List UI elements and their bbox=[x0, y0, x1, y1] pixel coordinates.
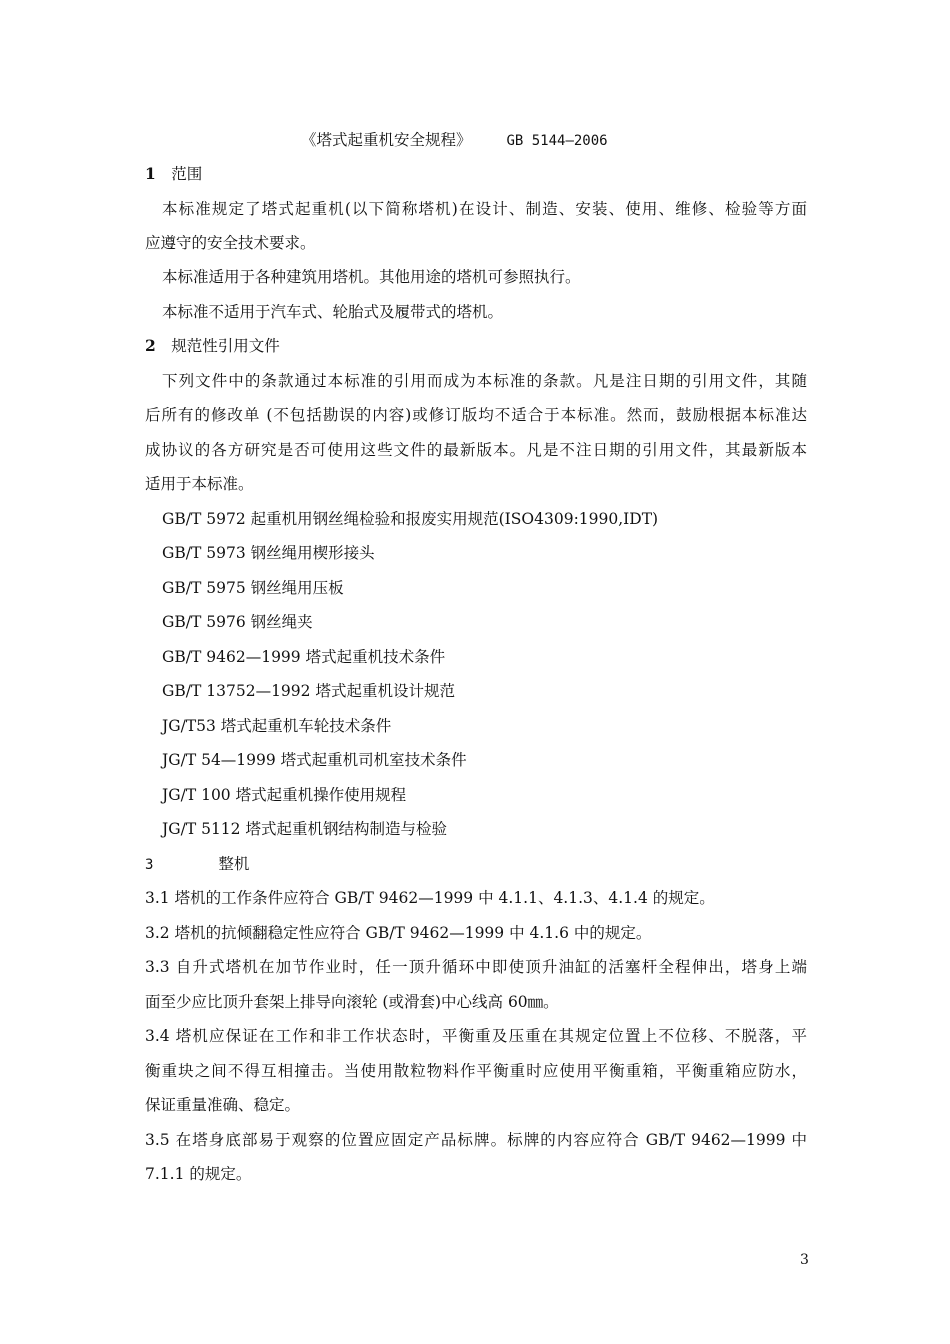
clause-3-3: 3.3 自升式塔机在加节作业时，任一顶升循环中即使顶升油缸的活塞杆全程伸出，塔身上端 bbox=[145, 958, 807, 976]
section-title: 整机 bbox=[218, 855, 250, 873]
section-1-heading bbox=[145, 164, 202, 184]
section-2-heading bbox=[145, 336, 280, 356]
standard-code: GB 5144—2006 bbox=[506, 133, 608, 149]
section-3-heading bbox=[145, 854, 249, 875]
reference-item: GB/T 5976 钢丝绳夹 bbox=[162, 613, 313, 631]
reference-item: GB/T 5975 钢丝绳用压板 bbox=[162, 579, 344, 597]
reference-item: GB/T 5973 钢丝绳用楔形接头 bbox=[162, 544, 375, 562]
clause-3-4-cont: 衡重块之间不得互相撞击。当使用散粒物料作平衡重时应使用平衡重箱，平衡重箱应防水， bbox=[145, 1062, 807, 1080]
paragraph-line: 本标准规定了塔式起重机(以下简称塔机)在设计、制造、安装、使用、维修、检验等方面 bbox=[162, 200, 807, 218]
clause-3-4: 3.4 塔机应保证在工作和非工作状态时，平衡重及压重在其规定位置上不位移、不脱落，平 bbox=[145, 1027, 807, 1045]
reference-item: JG/T 100 塔式起重机操作使用规程 bbox=[162, 786, 407, 804]
reference-item: GB/T 13752—1992 塔式起重机设计规范 bbox=[162, 682, 455, 700]
reference-item: JG/T53 塔式起重机车轮技术条件 bbox=[162, 717, 392, 735]
section-number: 3 bbox=[145, 857, 154, 873]
title-text: 《塔式起重机安全规程》 bbox=[301, 131, 472, 149]
page-number: 3 bbox=[800, 1252, 809, 1268]
paragraph-line: 后所有的修改单 (不包括勘误的内容)或修订版均不适合于本标准。然而，鼓励根据本标准达 bbox=[145, 406, 807, 424]
section-number: 1 bbox=[145, 164, 156, 183]
clause-3-1: 3.1 塔机的工作条件应符合 GB/T 9462—1999 中 4.1.1、4.1.3、4.1.4 的规定。 bbox=[145, 889, 715, 907]
clause-3-5-cont: 7.1.1 的规定。 bbox=[145, 1165, 252, 1183]
section-number: 2 bbox=[145, 336, 156, 355]
reference-item: JG/T 5112 塔式起重机钢结构制造与检验 bbox=[162, 820, 447, 838]
clause-3-3-cont: 面至少应比顶升套架上排导向滚轮 (或滑套)中心线高 60㎜。 bbox=[145, 993, 559, 1011]
clause-3-5: 3.5 在塔身底部易于观察的位置应固定产品标牌。标牌的内容应符合 GB/T 9462—1999 中 bbox=[145, 1131, 807, 1149]
reference-item: GB/T 5972 起重机用钢丝绳检验和报废实用规范(ISO4309:1990,IDT) bbox=[162, 510, 659, 528]
reference-item: GB/T 9462—1999 塔式起重机技术条件 bbox=[162, 648, 446, 666]
clause-3-2: 3.2 塔机的抗倾翻稳定性应符合 GB/T 9462—1999 中 4.1.6 中的规定。 bbox=[145, 924, 652, 942]
section-title: 规范性引用文件 bbox=[171, 337, 280, 355]
paragraph-line: 本标准不适用于汽车式、轮胎式及履带式的塔机。 bbox=[162, 303, 504, 321]
paragraph-line: 本标准适用于各种建筑用塔机。其他用途的塔机可参照执行。 bbox=[162, 268, 581, 286]
reference-item: JG/T 54—1999 塔式起重机司机室技术条件 bbox=[162, 751, 467, 769]
document-title bbox=[301, 130, 608, 151]
clause-3-4-cont: 保证重量准确、稳定。 bbox=[145, 1096, 301, 1114]
paragraph-line: 适用于本标准。 bbox=[145, 475, 254, 493]
paragraph-line: 应遵守的安全技术要求。 bbox=[145, 234, 316, 252]
section-title: 范围 bbox=[171, 165, 203, 183]
paragraph-line: 下列文件中的条款通过本标准的引用而成为本标准的条款。凡是注日期的引用文件，其随 bbox=[162, 372, 807, 390]
paragraph-line: 成协议的各方研究是否可使用这些文件的最新版本。凡是不注日期的引用文件，其最新版本 bbox=[145, 441, 807, 459]
